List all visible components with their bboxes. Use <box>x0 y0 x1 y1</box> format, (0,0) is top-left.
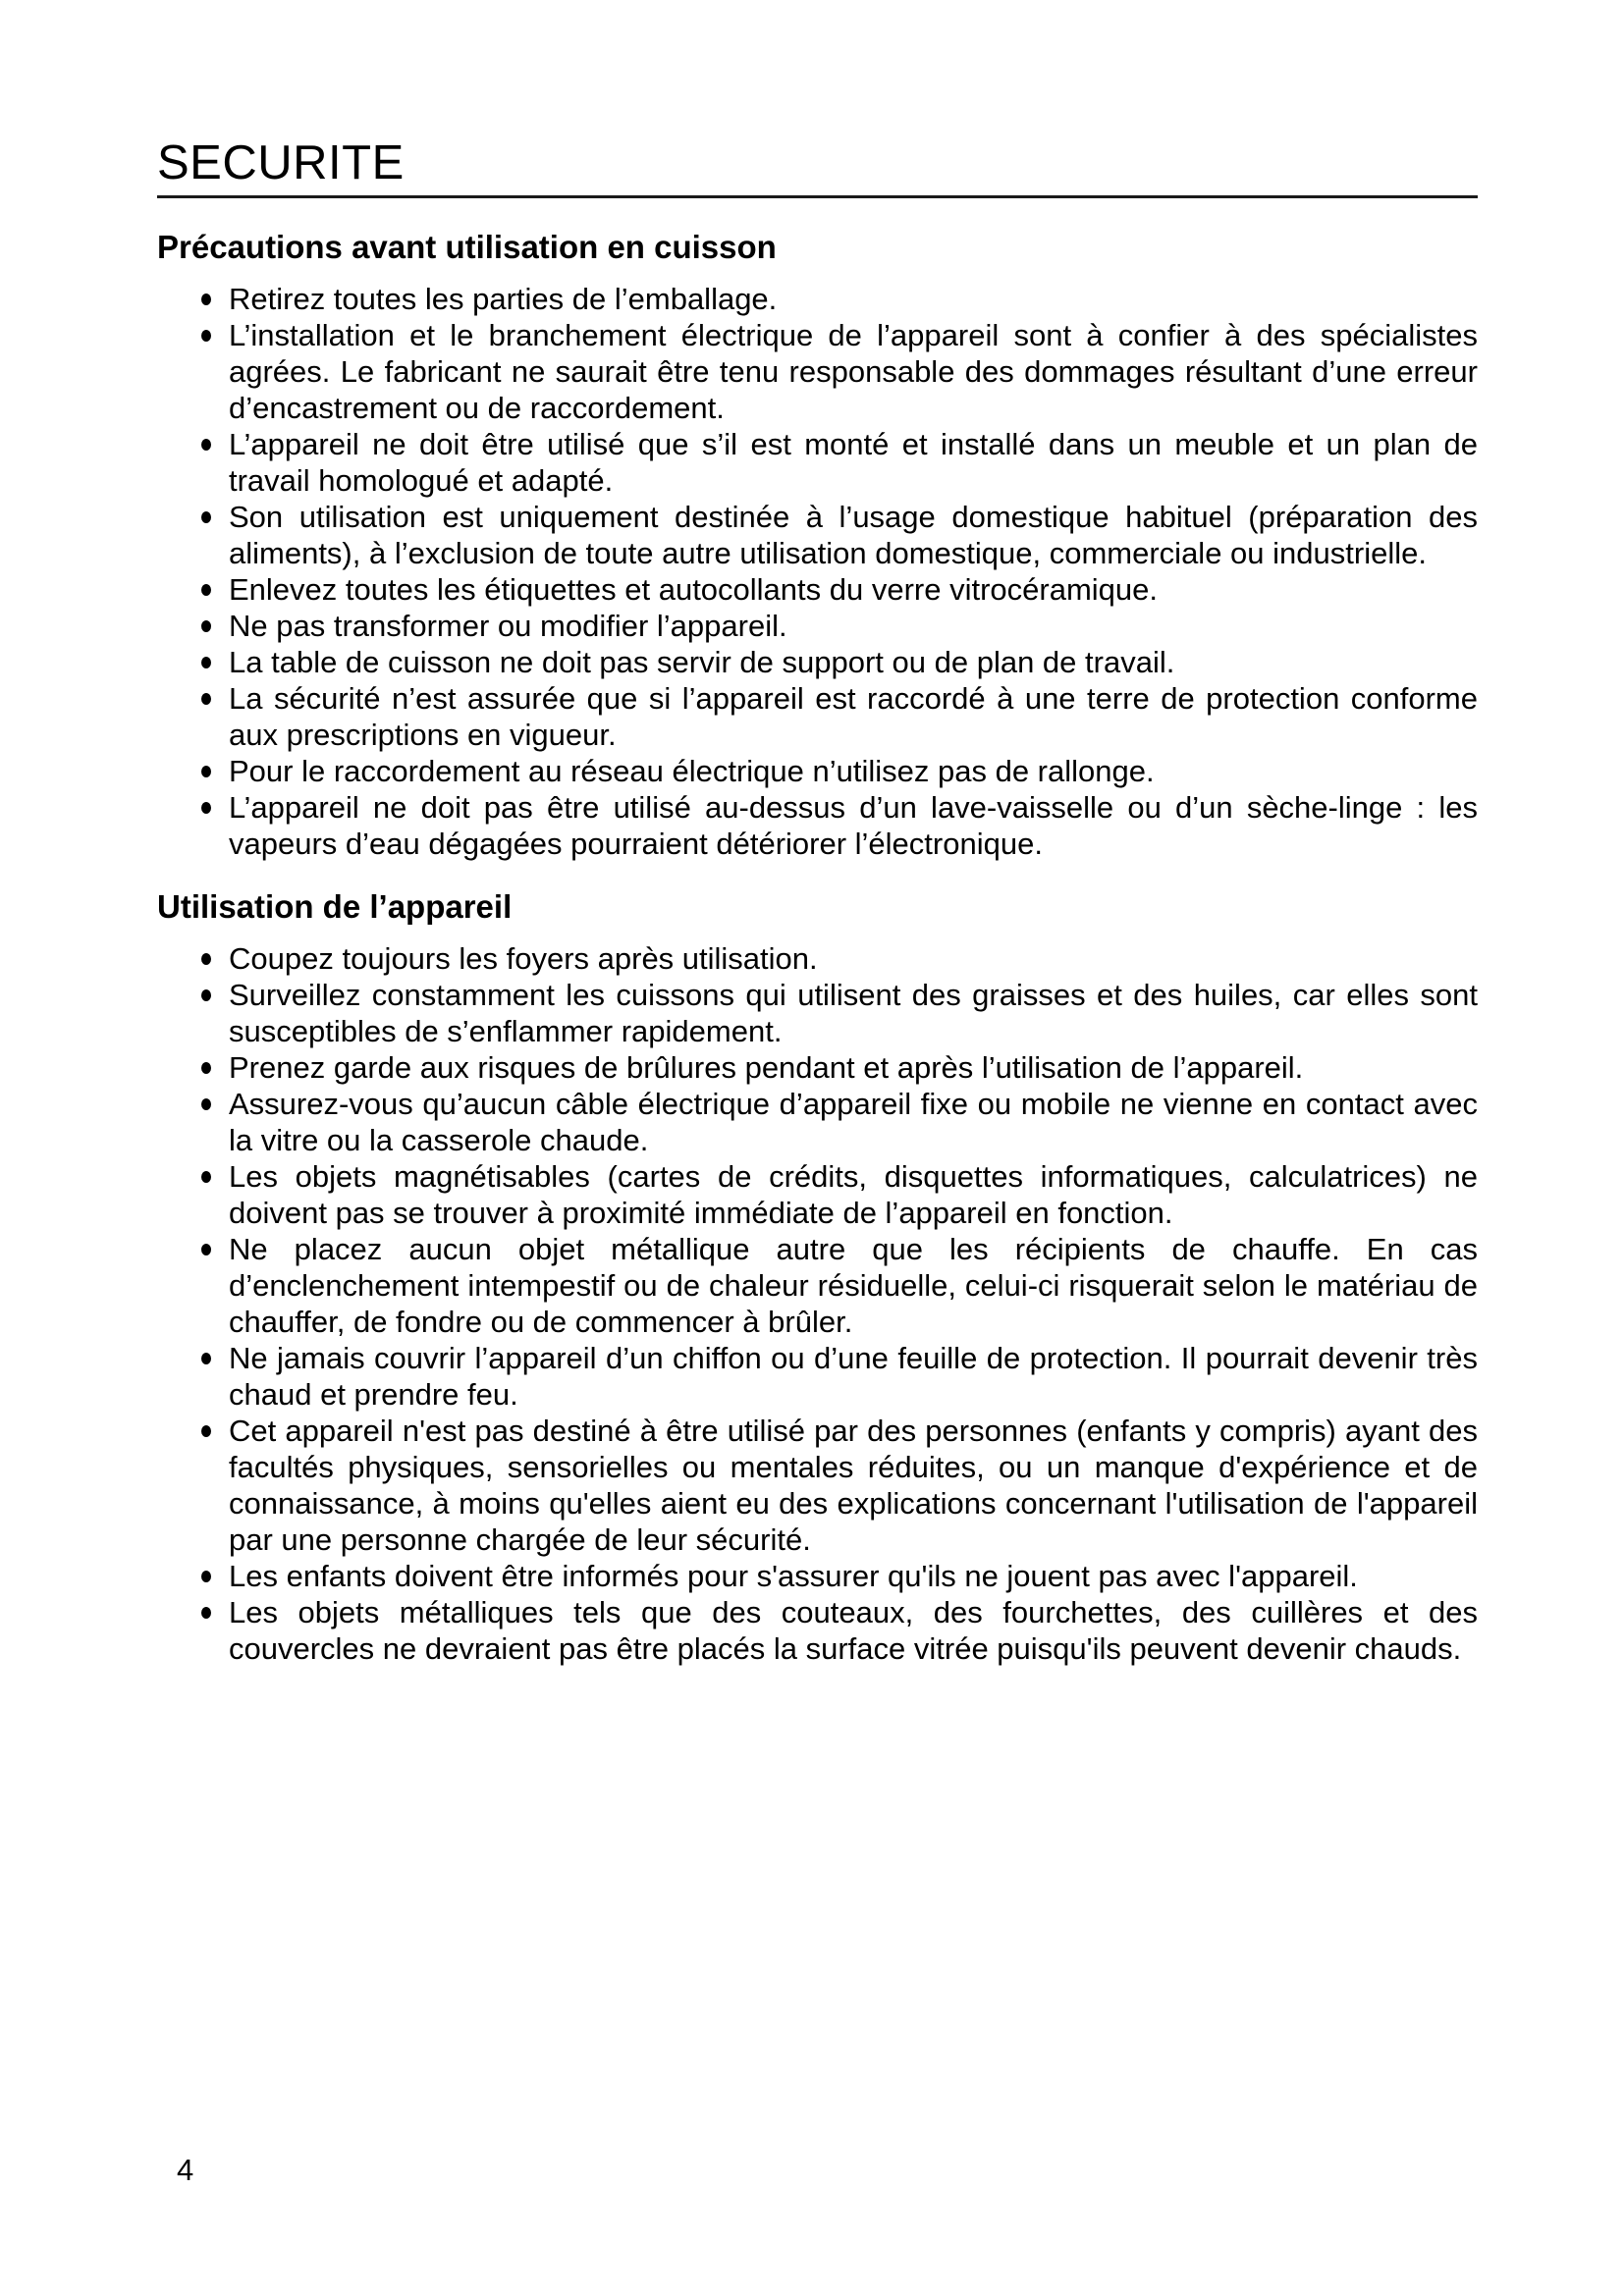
bullet-item: Assurez-vous qu’aucun câble électrique d’appareil fixe ou mobile ne vienne en contact avec la vitre ou la casserole chaude. <box>229 1087 1478 1157</box>
section <box>157 228 1478 862</box>
bullet-item: Enlevez toutes les étiquettes et autocollants du verre vitrocéramique. <box>229 571 1478 608</box>
bullet-item: Ne jamais couvrir l’appareil d’un chiffon ou d’une feuille de protection. Il pourrait devenir très chaud et prendre feu. <box>229 1341 1478 1412</box>
bullet-item: L’installation et le branchement électrique de l’appareil sont à confier à des spécialistes agrées. Le fabricant ne saurait être tenu responsable des dommages résultant d’une erreur d’encastrement ou de raccordement. <box>229 318 1478 425</box>
title-underline <box>157 195 1478 198</box>
bullet-item: Ne pas transformer ou modifier l’appareil. <box>229 608 1478 644</box>
bullet-item: L’appareil ne doit pas être utilisé au-dessus d’un lave-vaisselle ou d’un sèche-linge : les vapeurs d’eau dégagées pourraient détériorer l’électronique. <box>229 790 1478 861</box>
bullet-item: Pour le raccordement au réseau électrique n’utilisez pas de rallonge. <box>229 753 1478 789</box>
section-heading: Précautions avant utilisation en cuisson <box>157 229 777 265</box>
bullet-item: Surveillez constamment les cuissons qui utilisent des graisses et des huiles, car elles sont susceptibles de s’enflammer rapidement. <box>229 978 1478 1048</box>
bullet-item: Prenez garde aux risques de brûlures pendant et après l’utilisation de l’appareil. <box>229 1049 1478 1086</box>
bullet-item: L’appareil ne doit être utilisé que s’il est monté et installé dans un meuble et un plan de travail homologué et adapté. <box>229 427 1478 498</box>
bullet-item: Les objets magnétisables (cartes de crédits, disquettes informatiques, calculatrices) ne doivent pas se trouver à proximité immédiate de l’appareil en fonction. <box>229 1159 1478 1230</box>
bullet-list <box>157 281 1478 862</box>
bullet-item: Les objets métalliques tels que des couteaux, des fourchettes, des cuillères et des couvercles ne devraient pas être placés la surface vitrée puisqu'ils peuvent devenir chauds. <box>229 1595 1478 1666</box>
bullet-item: La sécurité n’est assurée que si l’appareil est raccordé à une terre de protection conforme aux prescriptions en vigueur. <box>229 681 1478 752</box>
sections-container <box>157 228 1478 1667</box>
bullet-list <box>157 940 1478 1667</box>
bullet-item: Cet appareil n'est pas destiné à être utilisé par des personnes (enfants y compris) ayant des facultés physiques, sensorielles ou mentales réduites, ou un manque d'expérience et de connaissance, à moins qu'elles aient eu des explications concernant l'utilisation de l'appareil par une personne chargée de leur sécurité. <box>229 1414 1478 1557</box>
bullet-item: Les enfants doivent être informés pour s'assurer qu'ils ne jouent pas avec l'appareil. <box>229 1558 1478 1594</box>
bullet-item: Coupez toujours les foyers après utilisation. <box>229 940 1478 977</box>
section <box>157 887 1478 1667</box>
page-number: 4 <box>177 2153 194 2187</box>
bullet-item: Son utilisation est uniquement destinée à l’usage domestique habituel (préparation des aliments), à l’exclusion de toute autre utilisation domestique, commerciale ou industrielle. <box>229 500 1478 570</box>
bullet-item: Ne placez aucun objet métallique autre que les récipients de chauffe. En cas d’enclenchement intempestif ou de chaleur résiduelle, celui-ci risquerait selon le matériau de chauffer, de fondre ou de commencer à brûler. <box>229 1232 1478 1339</box>
section-heading: Utilisation de l’appareil <box>157 888 513 925</box>
bullet-item: La table de cuisson ne doit pas servir de support ou de plan de travail. <box>229 644 1478 680</box>
bullet-item: Retirez toutes les parties de l’emballage. <box>229 281 1478 317</box>
page-title: SECURITE <box>157 136 405 189</box>
